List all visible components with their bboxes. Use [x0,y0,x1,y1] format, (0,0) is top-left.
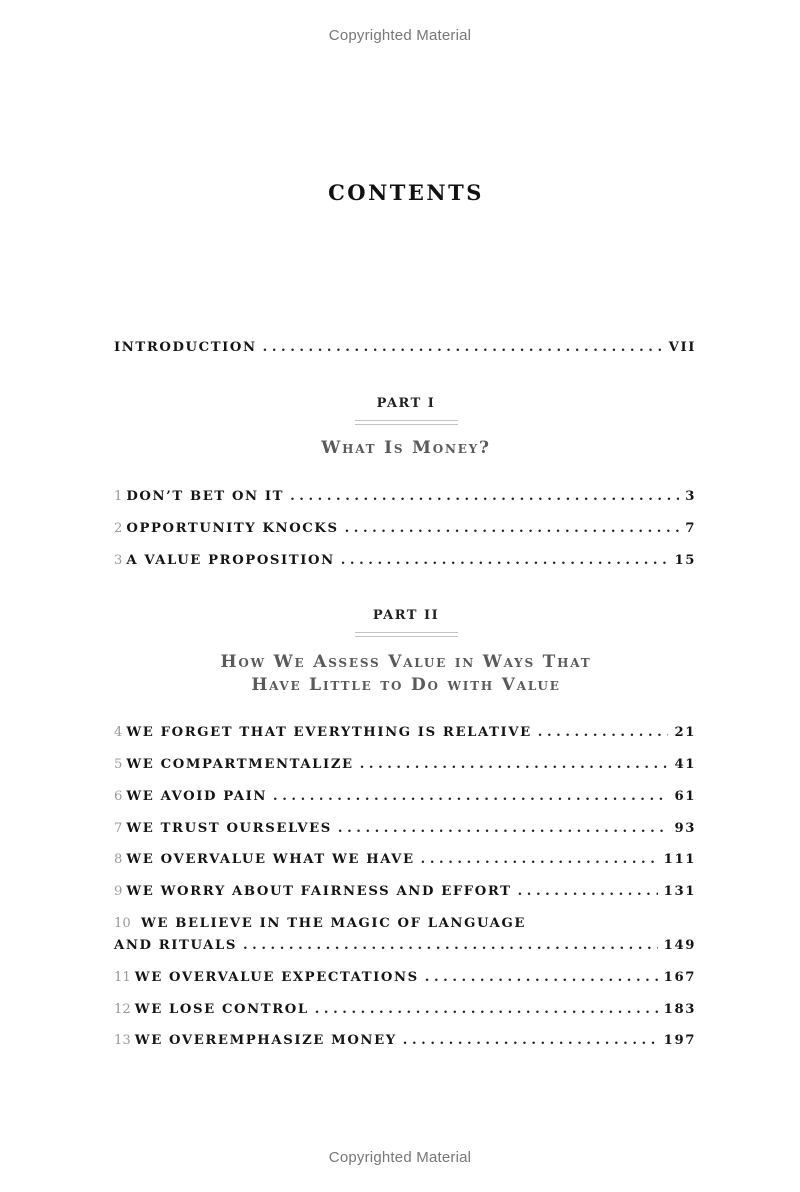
leader-dots [315,1002,658,1017]
toc-entry-label: OPPORTUNITY KNOCKS [126,521,339,536]
leader-dots [290,489,679,504]
toc-entry-chapter-1[interactable] [114,489,696,504]
leader-dots [243,938,658,953]
chapter-number: 11 [114,970,131,985]
chapter-number: 9 [114,884,123,899]
toc-entry-page: 183 [663,1002,696,1017]
toc-entry-page: 21 [674,725,696,740]
toc-entry-label: A VALUE PROPOSITION [126,553,335,568]
toc-entry-page: 111 [663,852,696,867]
toc-entry-label: WE BELIEVE IN THE MAGIC OF LANGUAGE [140,916,526,931]
chapter-number: 10 [114,916,131,931]
toc-entry-introduction[interactable] [114,340,696,355]
watermark-bottom: Copyrighted Material [328,1149,472,1166]
toc-entry-label: WE TRUST OURSELVES [126,821,332,836]
toc-entry-page: 197 [663,1033,696,1048]
toc-entry-chapter-4[interactable] [114,725,696,740]
toc-entry-chapter-7[interactable] [114,821,696,836]
toc-entry-label: AND RITUALS [114,938,237,953]
leader-dots [421,852,658,867]
toc-entry-chapter-2[interactable] [114,521,696,536]
chapter-number: 8 [114,852,123,867]
toc-entry-page: 3 [685,489,696,504]
toc-entry-chapter-10-line-1[interactable] [114,916,526,931]
toc-entry-page: 93 [674,821,696,836]
leader-dots [403,1033,658,1048]
toc-entry-label: WE FORGET THAT EVERYTHING IS RELATIVE [126,725,532,740]
leader-dots [538,725,669,740]
toc-entry-chapter-12[interactable] [114,1002,696,1017]
toc-entry-chapter-8[interactable] [114,852,696,867]
part-2-label: PART II [372,608,440,623]
toc-entry-label: WE WORRY ABOUT FAIRNESS AND EFFORT [126,884,512,899]
toc-entry-chapter-6[interactable] [114,789,696,804]
toc-entry-label: WE OVEREMPHASIZE MONEY [134,1033,397,1048]
toc-entry-page: VII [668,340,696,355]
toc-entry-label: WE AVOID PAIN [126,789,268,804]
chapter-number: 1 [114,489,123,504]
part-1-label: PART I [376,396,436,411]
chapter-number: 3 [114,553,123,568]
page-title: CONTENTS [328,180,484,205]
toc-entry-page: 61 [674,789,696,804]
part-2-title-line-2: Have Little to Do with Value [251,675,561,695]
toc-entry-chapter-10-line-2[interactable] [114,938,696,953]
part-2-rule [355,632,458,637]
leader-dots [273,789,668,804]
chapter-number: 12 [114,1002,131,1017]
toc-entry-page: 131 [663,884,696,899]
toc-entry-page: 41 [674,757,696,772]
toc-entry-label: INTRODUCTION [114,340,257,355]
toc-entry-page: 167 [663,970,696,985]
toc-entry-label: WE OVERVALUE EXPECTATIONS [134,970,419,985]
part-1-rule [355,420,458,425]
leader-dots [263,340,663,355]
toc-entry-label: WE OVERVALUE WHAT WE HAVE [126,852,415,867]
chapter-number: 4 [114,725,123,740]
leader-dots [338,821,669,836]
toc-entry-chapter-9[interactable] [114,884,696,899]
chapter-number: 7 [114,821,123,836]
toc-entry-label: DON’T BET ON IT [126,489,285,504]
leader-dots [425,970,658,985]
part-2-title-line-1: How We Assess Value in Ways That [220,652,592,672]
chapter-number: 2 [114,521,123,536]
toc-entry-page: 7 [685,521,696,536]
toc-entry-page: 15 [674,553,696,568]
toc-entry-label: WE COMPARTMENTALIZE [126,757,354,772]
leader-dots [360,757,669,772]
chapter-number: 6 [114,789,123,804]
toc-entry-page: 149 [663,938,696,953]
leader-dots [341,553,669,568]
toc-entry-chapter-3[interactable] [114,553,696,568]
leader-dots [518,884,658,899]
chapter-number: 5 [114,757,123,772]
leader-dots [345,521,680,536]
watermark-top: Copyrighted Material [328,27,472,44]
toc-entry-chapter-13[interactable] [114,1033,696,1048]
toc-entry-label: WE LOSE CONTROL [134,1002,309,1017]
toc-entry-chapter-11[interactable] [114,970,696,985]
part-1-title: What Is Money? [321,438,491,458]
chapter-number: 13 [114,1033,131,1048]
toc-entry-chapter-5[interactable] [114,757,696,772]
